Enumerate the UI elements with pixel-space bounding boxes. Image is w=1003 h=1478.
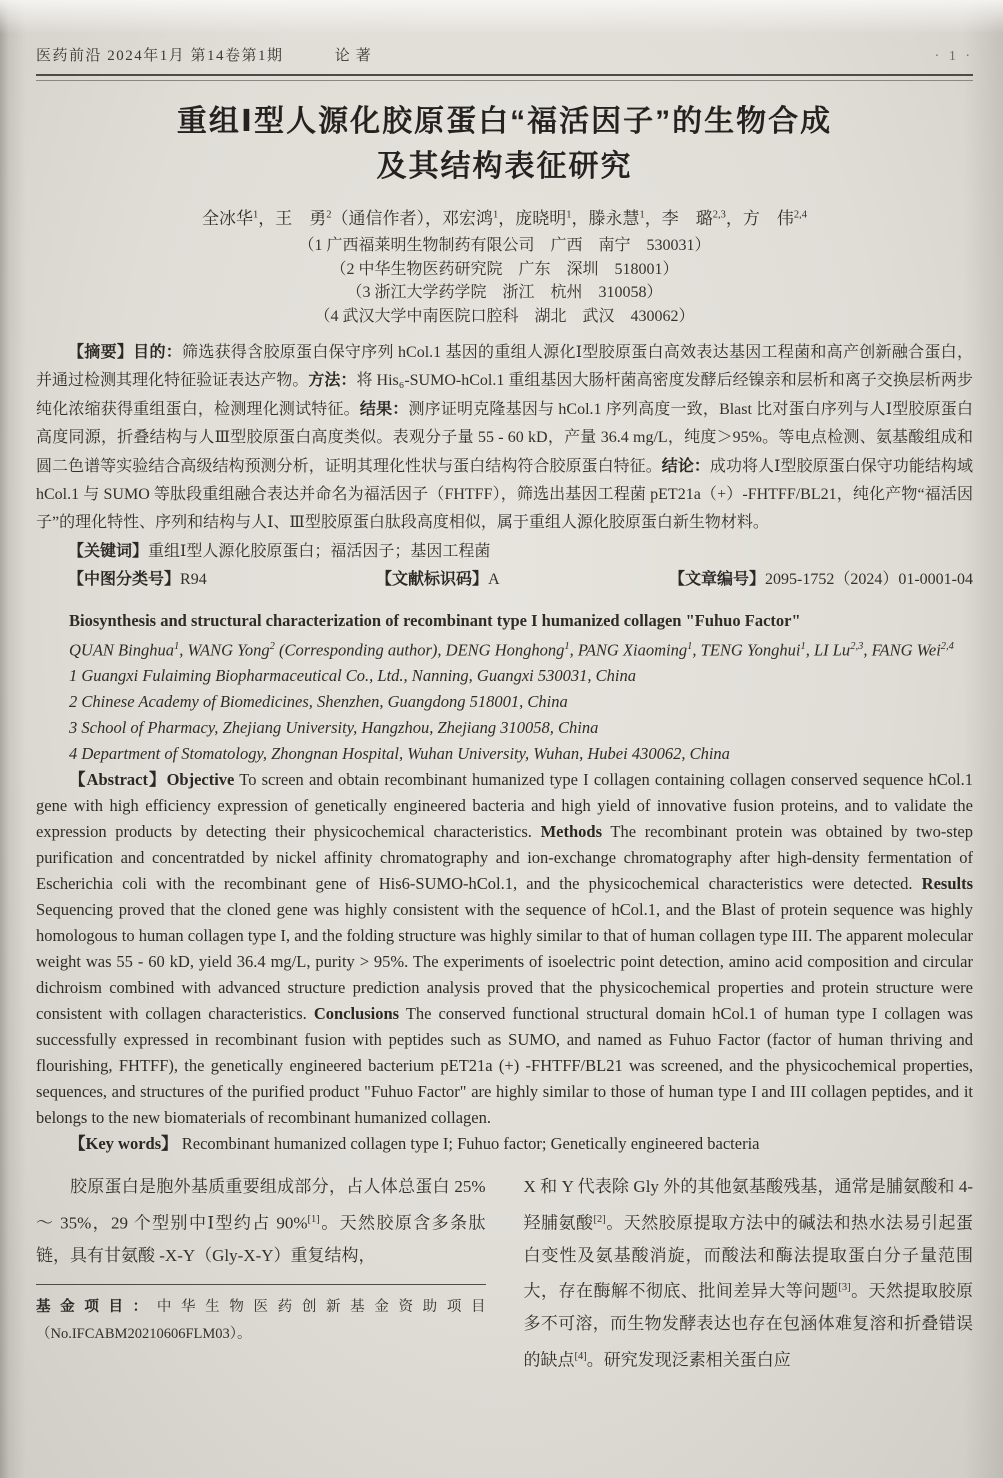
reference-marker: [1] [307, 1213, 320, 1225]
keywords-label-en: 【Key words】 [69, 1134, 178, 1154]
abstract-en: 【Abstract】Objective To screen and obtain recombinant humanized type I collagen containing collagen conserved sequence hCol.1 gene with high efficiency expression of genetically engineered bacteria and high yield of innovative fusion proteins, and to validate the expression products by detecting their physicochemical characteristics. Methods The recombinant protein was obtained by two-step purification and concentratded by nickel affinity chromatography and ion-exchange chromatography after high-density fermentation of Escherichia coli with the recombinant gene of His6-SUMO-hCol.1, and the physicochemical characteristics were detected. Results Sequencing proved that the cloned gene was highly consistent with the sequence of hCol.1, and the Blast of protein sequence was highly homologous to human collagen type I, and the folding structure was highly similar to that of human collagen type III. The apparent molecular weight was 55 - 60 kD, yield 36.4 mg/L, purity > 95%. The experiments of isoelectric point detection, amino acid composition and circular dichroism combined with advanced structure prediction analysis proved that the physicochemical properties and protein structure were consistent with collagen characteristics. Conclusions The conserved functional structural domain hCol.1 of human type I collagen was successfully expressed in recombinant fusion with peptides such as SUMO, and named as Fuhuo Factor (factor of human thriving and flourishing, FHTFF), the genetically engineered bacterium pET21a (+) -FHTFF/BL21 was screened, and the physicochemical properties, sequences, and structures of the purified product "Fuhuo Factor" are highly similar to those of human type I and III collagen peptides, and it belongs to the new biomaterials of recombinant humanized collagen. [36, 770, 973, 1128]
keywords-label-cn: 【关键词】 [68, 542, 149, 560]
clc-number: 【中图分类号】R94 [68, 571, 207, 589]
abstract-tag-en: 【Abstract】 [69, 770, 167, 790]
body-paragraph-right: X 和 Y 代表除 Gly 外的其他氨基酸残基，通常是脯氨酸和 4- 羟脯氨酸[2]。天然胶原提取方法中的碱法和热水法易引起蛋白变性及氨基酸消旋，而酸法和酶法提取蛋白分子量范围大，存在酶解不彻底、批间差异大等问题[3]。天然提取胶原多不可溶，而生物发酵表达也存在包涵体难复溶和折叠错误的缺点[4]。研究发现泛素相关蛋白应 [523, 1177, 974, 1370]
classification-line [36, 566, 973, 594]
two-column-body [36, 1171, 973, 1377]
right-column [524, 1171, 974, 1377]
paper-title-line2: 及其结构表征研究 [376, 150, 633, 183]
section-label: 论著 [334, 48, 377, 64]
keywords-cn: 【关键词】重组Ⅰ型人源化胶原蛋白；福活因子；基因工程菌 [68, 542, 491, 560]
affiliation-line: （3 浙江大学药学院 浙江 杭州 310058） [346, 284, 663, 301]
paper-title-en: Biosynthesis and structural characterization of recombinant type I humanized collagen "Fuhuo Factor" [69, 610, 801, 630]
authors-line-en: QUAN Binghua$^1$, WANG Yong$^2$ (Corresponding author), DENG Honghong$^1$, PANG Xiaoming$^1$, TENG Yonghui$^1$, LI Lu$^{2,3}$, FANG Wei$^{2,4}$ [69, 640, 954, 660]
affiliation-line: （4 武汉大学中南医院口腔科 湖北 武汉 430062） [314, 307, 695, 325]
affiliation-line-en: 3 School of Pharmacy, Zhejiang University, Hangzhou, Zhejiang 310058, China [69, 718, 599, 738]
affiliation-line-en: 1 Guangxi Fulaiming Biopharmaceutical Co., Ltd., Nanning, Guangxi 530031, China [69, 666, 636, 686]
affiliations-cn [36, 234, 973, 328]
affiliation-line-en: 4 Department of Stomatology, Zhongnan Hospital, Wuhan University, Wuhan, Hubei 430062, China [69, 744, 730, 764]
body-paragraph-left: 胶原蛋白是胞外基质重要组成部分，占人体总蛋白 25% ～ 35%，29 个型别中Ⅰ型约占 90%[1]。天然胶原含多条肽链，具有甘氨酸 -X-Y（Gly-X-Y）重复结构， [36, 1177, 486, 1265]
paper-title-line1: 重组Ⅰ型人源化胶原蛋白“福活因子”的生物合成 [176, 105, 833, 138]
journal-issue-info: 医药前沿 2024年1月 第14卷第1期 [36, 48, 284, 64]
reference-marker: [2] [593, 1213, 606, 1225]
paper-title [36, 99, 973, 189]
left-column [36, 1171, 486, 1377]
authors-line-cn: 全冰华$^1$，王 勇$^2$（通信作者），邓宏鸿$^1$，庞晓明$^1$，滕永慧$^1$，李 璐$^{2,3}$，方 伟$^{2,4}$ [202, 209, 807, 228]
affiliation-line: （2 中华生物医药研究院 广东 深圳 518001） [330, 260, 679, 278]
running-head-left [36, 44, 377, 65]
reference-marker: [4] [574, 1350, 587, 1362]
abstract-tag-cn: 【摘要】 [68, 344, 134, 361]
english-section [36, 608, 973, 1158]
affiliation-line: （1 广西福莱明生物制药有限公司 广西 南宁 530031） [298, 237, 711, 254]
fund-footnote: 基金项目：中华生物医药创新基金资助项目（No.IFCABM20210606FLM03）。 [36, 1284, 486, 1347]
abstract-cn: 【摘要】目的：筛选获得含胶原蛋白保守序列 hCol.1 基因的重组人源化Ⅰ型胶原蛋白高效表达基因工程菌和高产创新融合蛋白，并通过检测其理化特征验证表达产物。方法：将 His₆-SUMO-hCol.1 重组基因大肠杆菌高密度发酵后经镍亲和层析和离子交换层析两步纯化浓缩获得重组蛋白，检测理化测试特征。结果：测序证明克隆基因与 hCol.1 序列高度一致，Blast 比对蛋白序列与人Ⅰ型胶原蛋白高度同源，折叠结构与人Ⅲ型胶原蛋白高度类似。表观分子量 55 - 60 kD，产量 36.4 mg/L，纯度＞95%。等电点检测、氨基酸组成和圆二色谱等实验结合高级结构预测分析，证明其理化性状与蛋白结构符合胶原蛋白特征。结论：成功将人Ⅰ型胶原蛋白保守功能结构域 hCol.1 与 SUMO 等肽段重组融合表达并命名为福活因子（FHTFF），筛选出基因工程菌 pET21a（+）-FHTFF/BL21，纯化产物“福活因子”的理化特性、序列和结构与人Ⅰ、Ⅲ型胶原蛋白肽段高度相似，属于重组人源化胶原蛋白新生物材料。 [36, 344, 973, 532]
document-code: 【文献标识码】A [376, 571, 500, 589]
running-head [36, 44, 973, 65]
article-id: 【文章编号】2095-1752（2024）01-0001-04 [668, 571, 973, 589]
page-number: · 1 · [934, 49, 973, 64]
fund-label: 基金项目： [36, 1299, 157, 1316]
keywords-en: 【Key words】 Recombinant humanized collagen type I; Fuhuo factor; Genetically engineered bacteria [69, 1134, 760, 1154]
reference-marker: [3] [838, 1282, 851, 1294]
affiliation-line-en: 2 Chinese Academy of Biomedicines, Shenzhen, Guangdong 518001, China [69, 692, 568, 712]
header-divider [36, 74, 973, 81]
